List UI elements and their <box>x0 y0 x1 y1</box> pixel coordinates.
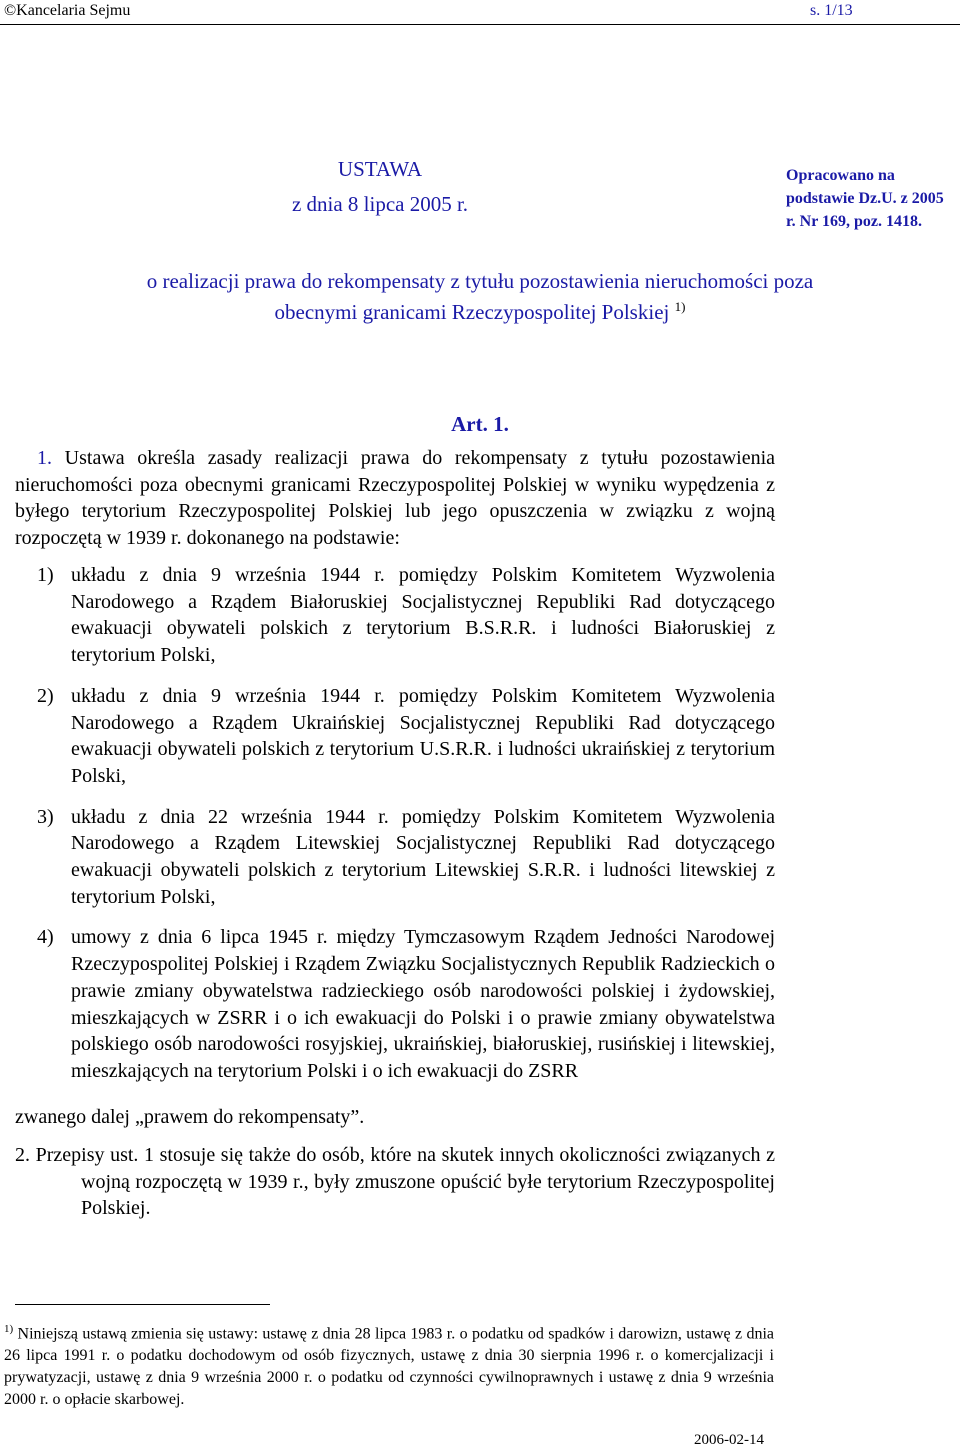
act-title <box>230 152 530 222</box>
list-item-text: układu z dnia 22 września 1944 r. pomiędzy Polskim Komitetem Wyzwolenia Narodowego a Rządem Litewskiej Socjalistycznej Republiki Rad dotyczącego ewakuacji obywateli polskich z terytorium Litewskiej S.R.R. i ludności litewskiej z terytorium Polski, <box>71 805 775 908</box>
act-subject <box>0 268 960 325</box>
list-item-number: 2) <box>37 684 54 707</box>
footnote <box>4 1318 774 1411</box>
list-item <box>15 562 775 669</box>
footnote-text: Niniejszą ustawą zmienia się ustawy: ustawę z dnia 28 lipca 1983 r. o podatku od spadków i darowizn, ustawę z dnia 26 lipca 1991 r. o podatku dochodowym od osób fizycznych, ustawę z dnia 30 sierpnia 1996 r. o komercjalizacji i prywatyzacji, ustawę z dnia 9 września 2000 r. o podatku od czynności cywilnoprawnych i ustawę z dnia 9 września 2000 r. o opłacie skarbowej. <box>4 1325 775 1409</box>
list-item-number: 3) <box>37 805 54 828</box>
paragraph-1-number: 1. <box>37 447 52 469</box>
paragraph-1-text: Ustawa określa zasady realizacji prawa do rekompensaty z tytułu pozostawienia nieruchomości poza obecnymi granicami Rzeczypospolitej Polskiej w wyniku wypędzenia z byłego terytorium Rzeczypospolitej Polskiej lub jego opuszczenia w związku z wojną rozpoczętą w 1939 r. dokonanego na podstawie: <box>15 447 776 549</box>
header-source: ©Kancelaria Sejmu <box>4 2 131 19</box>
list-item-text: umowy z dnia 6 lipca 1945 r. między Tymczasowym Rządem Jedności Narodowej Rzeczypospolitej Polskiej i Rządem Związku Socjalistycznych Republik Radzieckich o prawie zmiany obywatelstwa radzieckiego osób narodowości polskiej i żydowskiej, mieszkających w ZSRR i o ich ewakuacji do Polski i o prawie zmiany obywatelstwa polskiego osób narodowości rosyjskiej, ukraińskiej, białoruskiej, rusińskiej i litewskiej, mieszkających na terytorium Polski i o ich ewakuacji do ZSRR <box>71 926 775 1082</box>
list-item-text: układu z dnia 9 września 1944 r. pomiędzy Polskim Komitetem Wyzwolenia Narodowego a Rządem Ukraińskiej Socjalistycznej Republiki Rad dotyczącego ewakuacji obywateli polskich z terytorium U.S.R.R. i ludności ukraińskiej z terytorium Polski, <box>71 684 775 787</box>
list-item <box>15 924 775 1084</box>
definition-tail: zwanego dalej „prawem do rekompensaty”. <box>15 1106 365 1128</box>
article-heading: Art. 1. <box>451 412 509 436</box>
act-type: USTAWA <box>337 157 423 181</box>
list-item-number: 4) <box>37 926 54 949</box>
source-note: Opracowano na podstawie Dz.U. z 2005 r. Nr 169, poz. 1418. <box>786 167 944 230</box>
header-divider <box>0 24 960 25</box>
list-item <box>15 804 775 911</box>
footnote-divider <box>15 1304 270 1305</box>
footnote-ref[interactable]: 1) <box>674 299 686 314</box>
paragraph-1 <box>15 445 775 551</box>
subject-line-1: o realizacji prawa do rekompensaty z tytułu pozostawienia nieruchomości poza <box>146 269 814 293</box>
footnote-marker: 1) <box>4 1323 14 1335</box>
list-item <box>15 683 775 790</box>
page-number: s. 1/13 <box>810 2 853 19</box>
footer-date: 2006-02-14 <box>694 1432 764 1448</box>
paragraph-2-lead: 2. Przepisy <box>15 1144 105 1166</box>
list-item-text: układu z dnia 9 września 1944 r. pomiędzy Polskim Komitetem Wyzwolenia Narodowego a Rządem Białoruskiej Socjalistycznej Republiki Rad dotyczącego ewakuacji obywateli polskich z terytorium B.S.R.R. i ludności Białoruskiej z terytorium Polski, <box>71 564 775 667</box>
act-date: z dnia 8 lipca 2005 r. <box>291 192 469 216</box>
paragraph-2-text: ust. 1 stosuje się także do osób, które na skutek innych okoliczności związanych z wojną rozpoczętą w 1939 r., były zmuszone opuścić byłe terytorium Rzeczypospolitej Polskiej. <box>81 1144 775 1219</box>
basis-list <box>15 562 775 1099</box>
list-item-number: 1) <box>37 564 54 586</box>
paragraph-2 <box>15 1142 775 1222</box>
subject-line-2 <box>0 294 960 325</box>
subject-line-2-text: obecnymi granicami Rzeczypospolitej Polskiej <box>274 300 670 324</box>
